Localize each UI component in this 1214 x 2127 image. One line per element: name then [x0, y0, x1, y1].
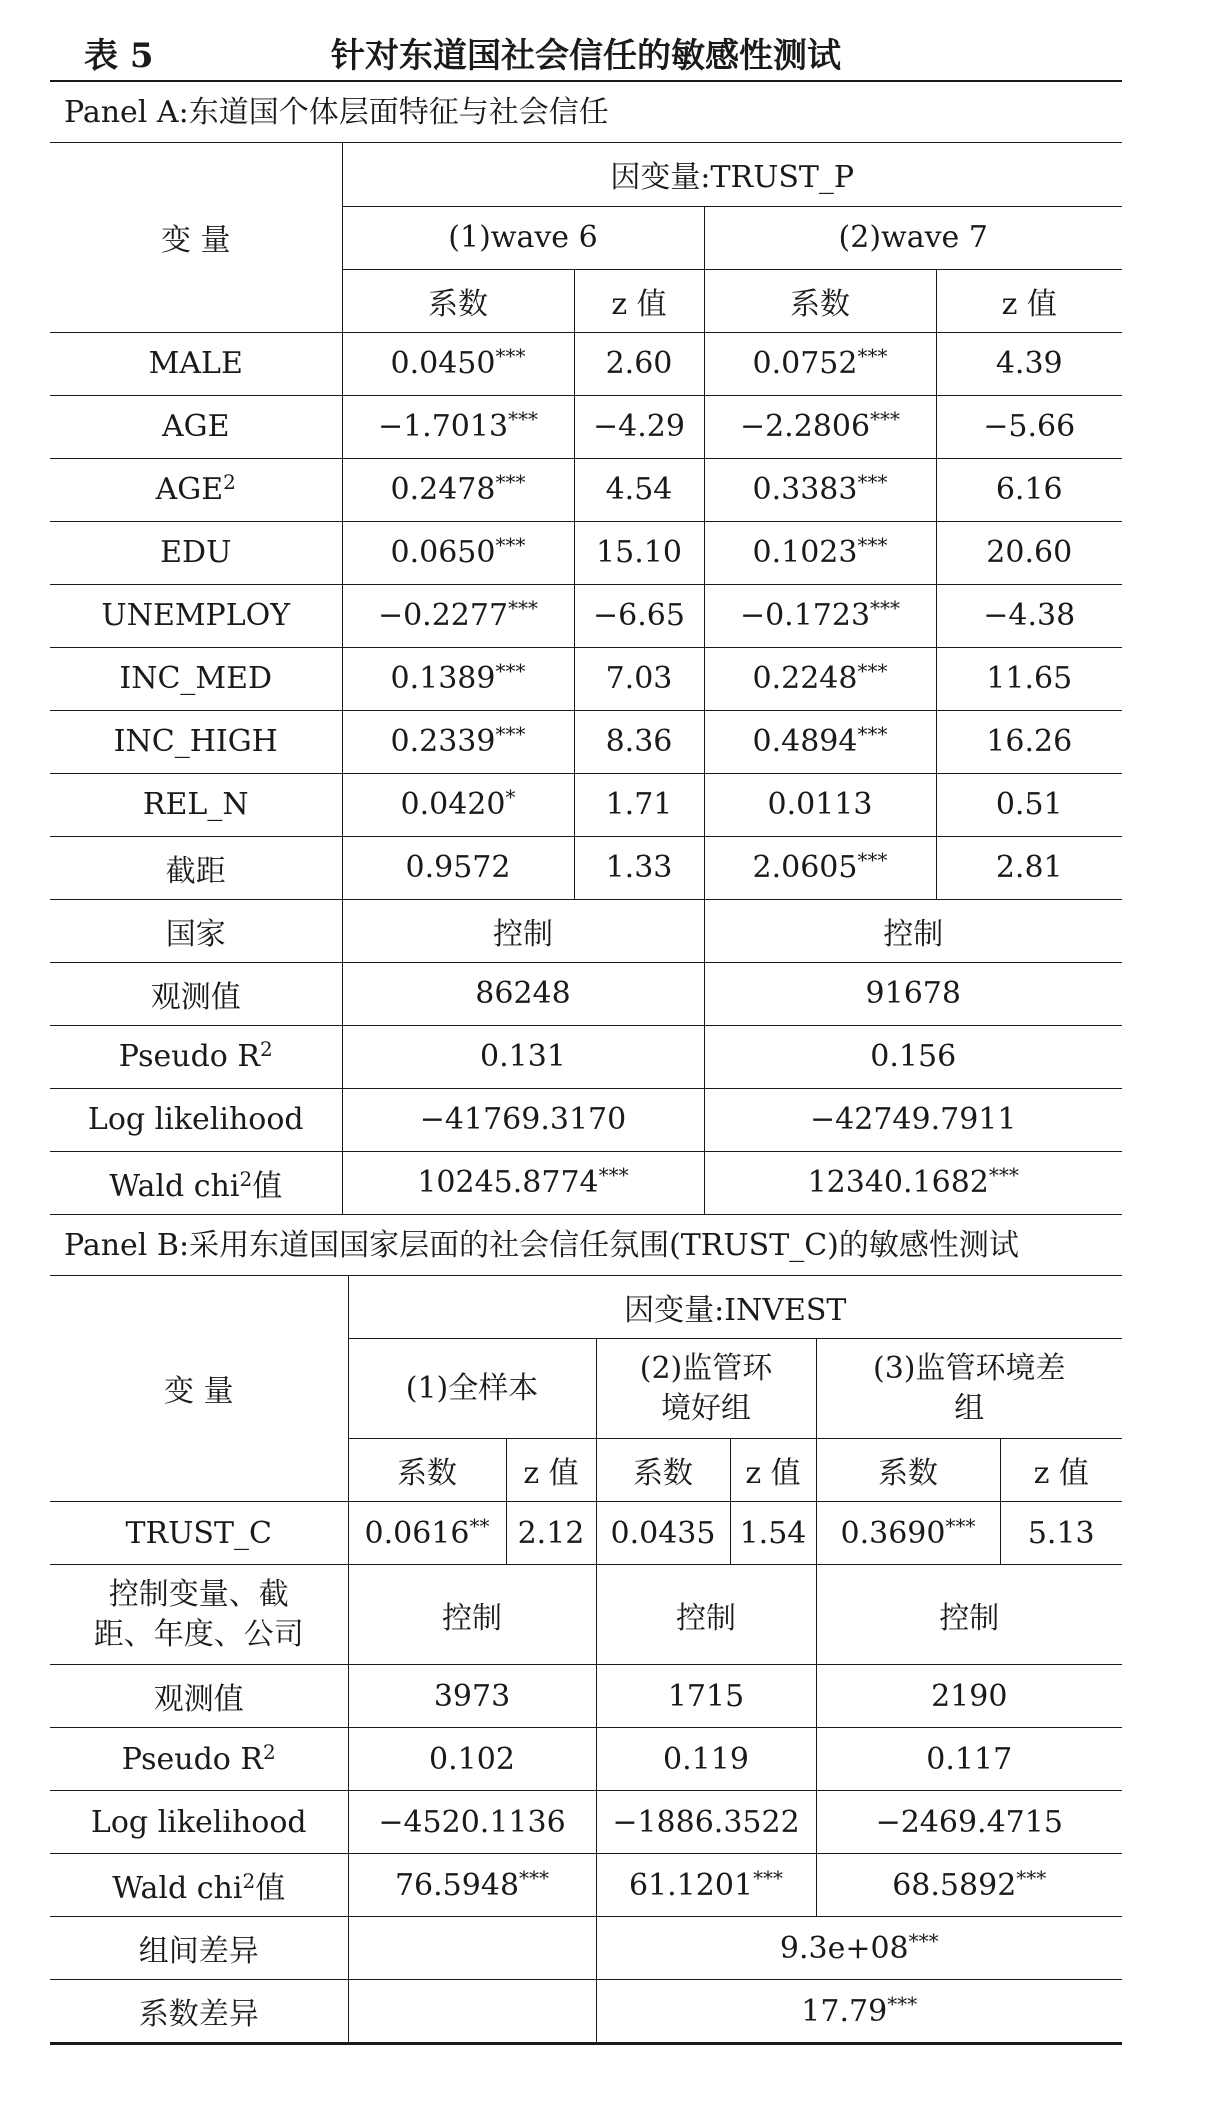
panel-b-col1-header: (1)全样本: [348, 1339, 596, 1439]
coef-value: 0.2339***: [342, 710, 574, 773]
significance-stars: ***: [1016, 1865, 1047, 1890]
panel-a-col1-header: (1)wave 6: [342, 206, 704, 269]
coef-value: 0.0420*: [342, 773, 574, 836]
z-value: 1.33: [574, 836, 704, 899]
coef-value: 0.1389***: [342, 647, 574, 710]
coef-value: 0.3690***: [816, 1502, 1000, 1565]
stat-label: Log likelihood: [50, 1791, 348, 1854]
significance-stars: *: [505, 785, 516, 809]
z-value: 2.12: [506, 1502, 596, 1565]
coef-value: 0.0650***: [342, 521, 574, 584]
significance-stars: ***: [857, 533, 888, 557]
significance-stars: ***: [495, 470, 526, 494]
panel-b-var-header: 变 量: [50, 1276, 348, 1502]
coef-value: 0.0435: [596, 1502, 730, 1565]
control-row: [50, 1565, 1122, 1665]
panel-a-dep-var: 因变量:TRUST_P: [342, 143, 1122, 206]
stat-value: 9.3e+08***: [596, 1917, 1122, 1980]
panel-b-col3-header: (3)监管环境差组: [816, 1339, 1122, 1439]
significance-stars: ***: [870, 407, 901, 431]
stat-label: 国家: [50, 899, 342, 962]
stat-value: 0.119: [596, 1728, 816, 1791]
z-value: 11.65: [936, 647, 1122, 710]
table-caption: [50, 22, 1122, 80]
significance-stars: ***: [495, 722, 526, 746]
stat-row: [50, 1088, 1122, 1151]
coef-value: 0.1023***: [704, 521, 936, 584]
table-row: [50, 584, 1122, 647]
stat-value: 2190: [816, 1665, 1122, 1728]
coef-value: 0.0616**: [348, 1502, 506, 1565]
coef-header: 系数: [342, 269, 574, 332]
z-value: −4.38: [936, 584, 1122, 647]
z-value: 1.71: [574, 773, 704, 836]
significance-stars: ***: [598, 1163, 629, 1187]
table-row: [50, 395, 1122, 458]
table-row: [50, 458, 1122, 521]
stat-label: Pseudo $R^2$: [50, 1728, 348, 1791]
table-row: [50, 773, 1122, 836]
coef-value: −0.2277***: [342, 584, 574, 647]
significance-stars: ***: [495, 659, 526, 683]
stat-label: 组间差异: [50, 1917, 348, 1980]
significance-stars: ***: [857, 659, 888, 683]
stat-value: 控制: [816, 1565, 1122, 1665]
coef-value: 0.3383***: [704, 458, 936, 521]
panel-a-table: [50, 143, 1122, 1215]
significance-stars: ***: [857, 722, 888, 746]
stat-value: −41769.3170: [342, 1088, 704, 1151]
z-header: z 值: [1000, 1439, 1122, 1502]
stat-value: 0.102: [348, 1728, 596, 1791]
significance-stars: ***: [945, 1513, 976, 1538]
variable-name: EDU: [50, 521, 342, 584]
stat-label: Wald chi$^2$值: [50, 1854, 348, 1917]
stat-value: 76.5948***: [348, 1854, 596, 1917]
stat-label: 系数差异: [50, 1980, 348, 2043]
panel-b-title: Panel B:采用东道国国家层面的社会信任氛围(TRUST_C)的敏感性测试: [50, 1215, 1122, 1276]
stat-row: [50, 962, 1122, 1025]
significance-stars: 2: [239, 1166, 253, 1191]
z-value: 7.03: [574, 647, 704, 710]
panel-a-body: [50, 332, 1122, 1214]
coef-value: 0.4894***: [704, 710, 936, 773]
coef-header: 系数: [348, 1439, 506, 1502]
stat-value: −4520.1136: [348, 1791, 596, 1854]
stat-row: [50, 1728, 1122, 1791]
panel-b-dep-var: 因变量:INVEST: [348, 1276, 1122, 1339]
variable-name: TRUST_C: [50, 1502, 348, 1565]
z-header: z 值: [574, 269, 704, 332]
stat-value: 控制: [704, 899, 1122, 962]
table-row: [50, 521, 1122, 584]
variable-name: 截距: [50, 836, 342, 899]
stat-value: −1886.3522: [596, 1791, 816, 1854]
significance-stars: ***: [495, 533, 526, 557]
panel-a-var-header: 变 量: [50, 143, 342, 332]
stat-row: [50, 1854, 1122, 1917]
significance-stars: **: [469, 1513, 490, 1538]
stat-value: 0.131: [342, 1025, 704, 1088]
stat-value: 控制: [596, 1565, 816, 1665]
significance-stars: ***: [857, 470, 888, 494]
stat-value: 10245.8774***: [342, 1151, 704, 1214]
variable-name: INC_MED: [50, 647, 342, 710]
stat-value: 控制: [348, 1565, 596, 1665]
panel-a-title: Panel A:东道国个体层面特征与社会信任: [50, 82, 1122, 143]
z-value: 2.81: [936, 836, 1122, 899]
stat-value: 0.156: [704, 1025, 1122, 1088]
z-value: 5.13: [1000, 1502, 1122, 1565]
z-value: 15.10: [574, 521, 704, 584]
stat-value: 68.5892***: [816, 1854, 1122, 1917]
table-row: [50, 332, 1122, 395]
coef-value: −1.7013***: [342, 395, 574, 458]
coef-value: 0.0752***: [704, 332, 936, 395]
document-page: [50, 22, 1122, 2045]
significance-stars: ***: [887, 1991, 918, 2016]
stat-value: 17.79***: [596, 1980, 1122, 2043]
significance-stars: ***: [908, 1928, 939, 1953]
z-value: −4.29: [574, 395, 704, 458]
stat-row: [50, 1665, 1122, 1728]
variable-name: UNEMPLOY: [50, 584, 342, 647]
z-header: z 值: [506, 1439, 596, 1502]
coef-header: 系数: [816, 1439, 1000, 1502]
coef-value: 0.0113: [704, 773, 936, 836]
table-row: [50, 836, 1122, 899]
z-value: 8.36: [574, 710, 704, 773]
coef-value: 0.2248***: [704, 647, 936, 710]
stat-value: 12340.1682***: [704, 1151, 1122, 1214]
stat-value: [348, 1980, 596, 2043]
significance-stars: ***: [508, 407, 539, 431]
coef-value: 0.9572: [342, 836, 574, 899]
z-value: −5.66: [936, 395, 1122, 458]
significance-stars: ***: [857, 848, 888, 872]
table-row: [50, 710, 1122, 773]
bottom-rule: [50, 2043, 1122, 2045]
stat-value: −2469.4715: [816, 1791, 1122, 1854]
stat-value: 1715: [596, 1665, 816, 1728]
significance-stars: 2: [242, 1869, 256, 1893]
variable-name: MALE: [50, 332, 342, 395]
table-number: 表 5: [84, 36, 154, 76]
table-row: [50, 647, 1122, 710]
variable-name: AGE$^2$: [50, 458, 342, 521]
coef-value: 0.0450***: [342, 332, 574, 395]
stat-label: Wald chi$^2$值: [50, 1151, 342, 1214]
significance-stars: ***: [857, 344, 888, 368]
stat-label: 观测值: [50, 962, 342, 1025]
z-value: −6.65: [574, 584, 704, 647]
stat-value: 0.117: [816, 1728, 1122, 1791]
coef-value: −2.2806***: [704, 395, 936, 458]
significance-stars: ***: [519, 1865, 550, 1890]
diff-row: [50, 1980, 1122, 2043]
z-value: 4.54: [574, 458, 704, 521]
table-row: [50, 1502, 1122, 1565]
stat-value: 91678: [704, 962, 1122, 1025]
significance-stars: 2: [260, 1037, 273, 1061]
z-value: 0.51: [936, 773, 1122, 836]
significance-stars: ***: [988, 1163, 1019, 1187]
z-value: 4.39: [936, 332, 1122, 395]
stat-value: 61.1201***: [596, 1854, 816, 1917]
variable-name: REL_N: [50, 773, 342, 836]
z-value: 20.60: [936, 521, 1122, 584]
panel-b-col2-header: (2)监管环境好组: [596, 1339, 816, 1439]
stat-value: 控制: [342, 899, 704, 962]
stat-label: Log likelihood: [50, 1088, 342, 1151]
panel-b-table: [50, 1276, 1122, 2044]
stat-label: 控制变量、截距、年度、公司: [50, 1565, 348, 1665]
coef-header: 系数: [596, 1439, 730, 1502]
z-value: 2.60: [574, 332, 704, 395]
coef-header: 系数: [704, 269, 936, 332]
z-value: 6.16: [936, 458, 1122, 521]
significance-stars: ***: [508, 596, 539, 620]
stat-label: 观测值: [50, 1665, 348, 1728]
variable-name: INC_HIGH: [50, 710, 342, 773]
z-header: z 值: [730, 1439, 816, 1502]
stat-row: [50, 1791, 1122, 1854]
z-value: 16.26: [936, 710, 1122, 773]
significance-stars: ***: [753, 1865, 784, 1890]
stat-row: [50, 1025, 1122, 1088]
significance-stars: ***: [870, 596, 901, 620]
stat-row: [50, 1151, 1122, 1214]
coef-value: 0.2478***: [342, 458, 574, 521]
variable-name: AGE: [50, 395, 342, 458]
z-header: z 值: [936, 269, 1122, 332]
diff-row: [50, 1917, 1122, 1980]
significance-stars: ***: [495, 344, 526, 368]
stat-value: −42749.7911: [704, 1088, 1122, 1151]
panel-b-body: [50, 1502, 1122, 2043]
coef-value: 2.0605***: [704, 836, 936, 899]
significance-stars: 2: [263, 1739, 276, 1764]
table-title: 针对东道国社会信任的敏感性测试: [331, 36, 841, 76]
stat-value: [348, 1917, 596, 1980]
stat-row: [50, 899, 1122, 962]
stat-label: Pseudo $R^2$: [50, 1025, 342, 1088]
z-value: 1.54: [730, 1502, 816, 1565]
stat-value: 3973: [348, 1665, 596, 1728]
panel-a-col2-header: (2)wave 7: [704, 206, 1122, 269]
stat-value: 86248: [342, 962, 704, 1025]
coef-value: −0.1723***: [704, 584, 936, 647]
